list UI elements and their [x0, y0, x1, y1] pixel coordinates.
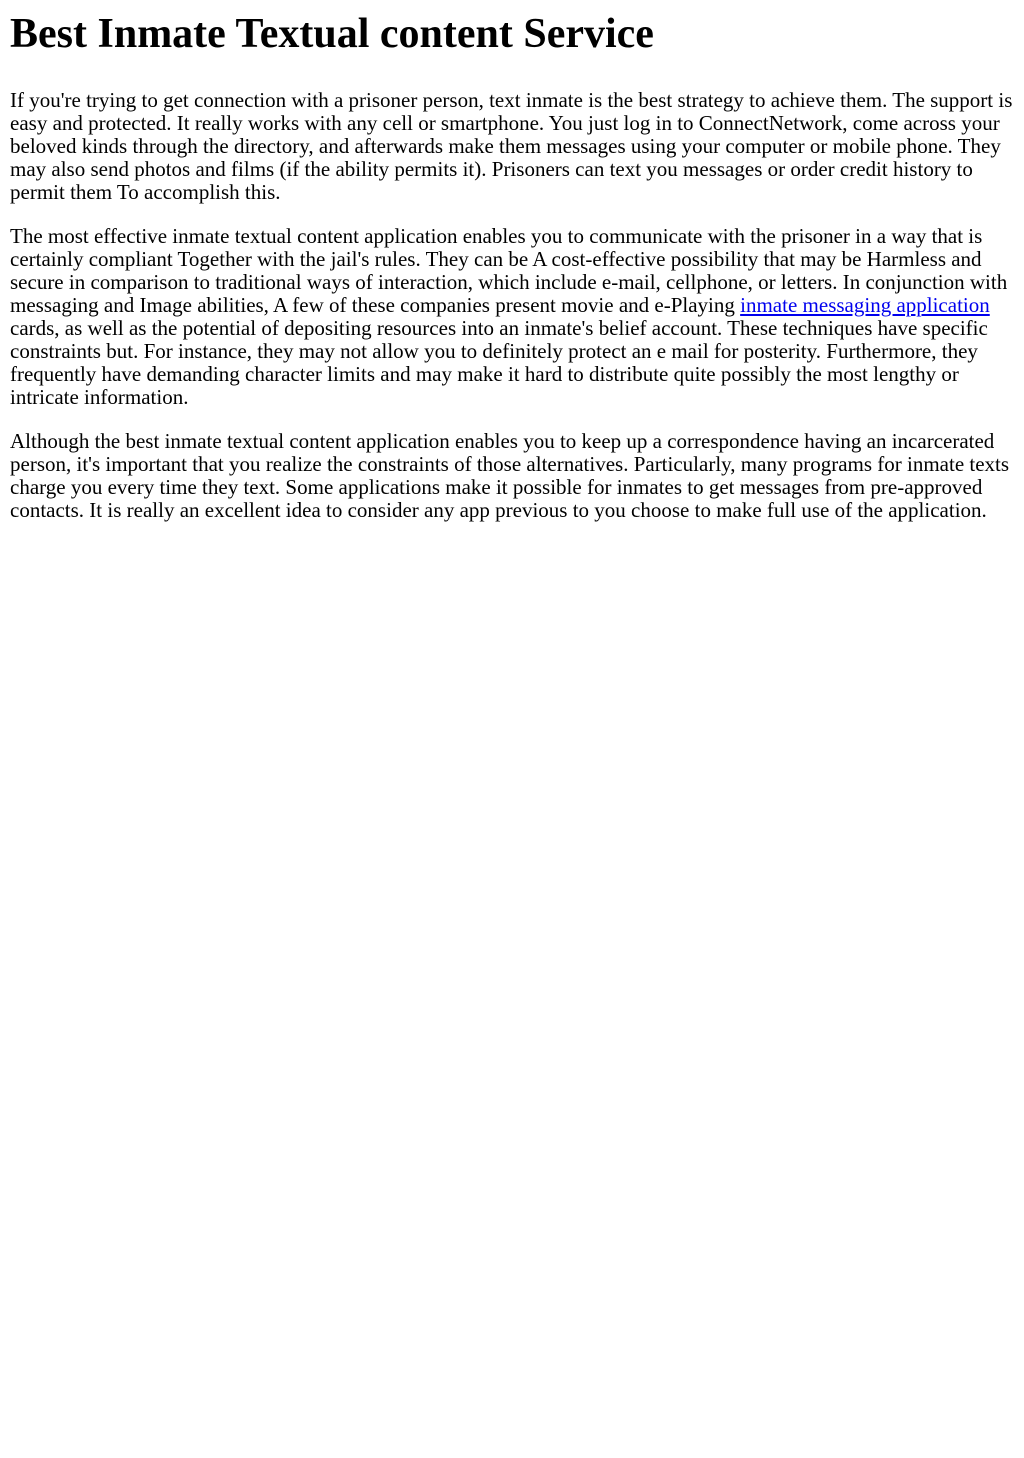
paragraph-text-before-link: The most effective inmate textual content application enables you to communicate with the prisoner in a way that is certainly compliant Together with the jail's rules. They can be A cost-effective possibility that may be Harmless and secure in comparison to traditional ways of interaction, which include e-mail, cellphone, or letters. In conjunction with messaging and Image abilities, A few of these companies present movie and e-Playing [10, 224, 1008, 317]
page-title: Best Inmate Textual content Service [10, 11, 654, 57]
paragraph-text-after-link: cards, as well as the potential of depositing resources into an inmate's belief account. These techniques have specific constraints but. For instance, they may not allow you to definitely protect an e mail for posterity. Furthermore, they frequently have demanding character limits and may make it hard to distribute quite possibly the most lengthy or intricate information. [10, 316, 988, 409]
paragraph-app-overview [10, 225, 1014, 409]
article [0, 10, 1024, 522]
paragraph-intro: If you're trying to get connection with a prisoner person, text inmate is the best strategy to achieve them. The support is easy and protected. It really works with any cell or smartphone. You just log in to ConnectNetwork, come across your beloved kinds through the directory, and afterwards make them messages using your computer or mobile phone. They may also send photos and films (if the ability permits it). Prisoners can text you messages or order credit history to permit them To accomplish this. [10, 88, 1013, 204]
inmate-messaging-application-link[interactable]: inmate messaging application [740, 293, 990, 317]
paragraph-constraints: Although the best inmate textual content application enables you to keep up a correspondence having an incarcerated person, it's important that you realize the constraints of those alternatives. Particularly, many programs for inmate texts charge you every time they text. Some applications make it possible for inmates to get messages from pre-approved contacts. It is really an excellent idea to consider any app previous to you choose to make full use of the application. [10, 429, 1010, 522]
